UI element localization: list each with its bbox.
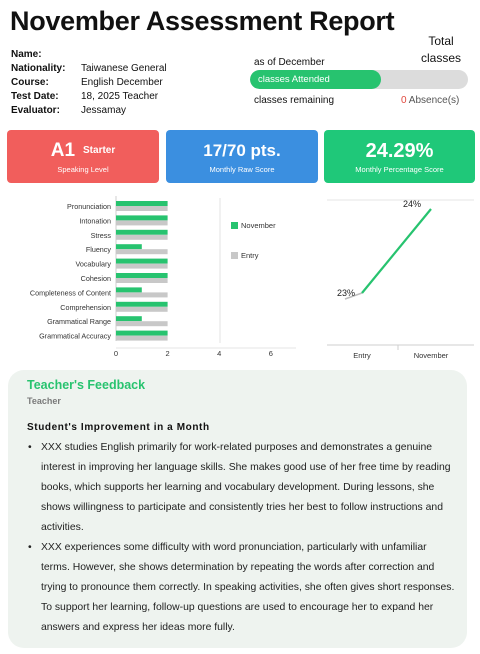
info-key: Test Date: [11,91,59,102]
line-x-tick-label: Entry [353,351,371,360]
info-row-name [11,48,191,62]
bar-entry [116,264,168,269]
legend-swatch-entry [231,252,238,259]
info-key: Course: [11,77,49,88]
bar-category-label: Pronunciation [67,202,111,211]
line-series [362,209,431,293]
bar-entry [116,321,168,326]
report-title: November Assessment Report [10,6,395,36]
percentage-score-value: 24.29% [365,140,434,162]
percentage-score-card [324,130,475,183]
info-row-evaluator [11,104,191,118]
info-row-course [11,76,191,90]
bar-x-tick-label: 4 [217,349,222,358]
info-row-nationality [11,62,191,76]
legend-swatch-november [231,222,238,229]
line-data-label: 24% [402,199,421,209]
info-key: Nationality: [11,63,66,74]
student-info [11,48,191,118]
bar-november [116,331,168,336]
bar-november [116,302,168,307]
bar-entry [116,206,168,211]
info-value: Jessamay [81,105,127,116]
legend-label-entry: Entry [241,251,259,260]
bar-x-tick-label: 2 [165,349,170,358]
bar-category-label: Cohesion [80,274,111,283]
bar-entry [116,249,168,254]
bar-category-label: Stress [90,230,111,240]
bar-november [116,259,168,264]
bar-november [116,316,142,321]
info-value [81,48,191,62]
teacher-feedback-panel [8,370,467,648]
info-value: Taiwanese General [81,63,167,74]
absence-label: Absence(s) [408,95,460,106]
info-key: Name: [11,49,42,60]
absence-count [401,95,459,106]
bar-category-label: Grammatical Range [47,317,111,327]
bar-entry [116,278,168,283]
line-data-label: 23% [336,288,355,298]
bar-category-label: Intonation [79,216,111,226]
bar-category-label: Fluency [85,245,111,255]
info-key: Evaluator: [11,105,60,116]
raw-score-card [166,130,318,183]
raw-score-value: 17/70 pts. [203,141,281,160]
legend-label-november: November [241,221,276,230]
feedback-subtitle: Teacher [27,396,61,406]
bar-november [116,215,168,220]
level-code: A1 [50,140,76,161]
level-name: Starter [83,145,116,156]
feedback-item: • XXX experiences some difficulty with word pronunciation, particularly with unfamiliar terms. However, she shows determination by repeating the words after correction and trying to pronounce them correctly. In speaking activities, she often gives short responses. To support her learning, follow-up questions are used to encourage her to expand her answers and express her ideas more fully. [27,538,455,638]
classes-remaining-label: classes remaining [254,95,335,106]
bar-category-label: Completeness of Content [29,288,111,298]
bar-entry [116,292,168,297]
bar-category-label: Comprehension [60,302,111,312]
bar-entry [116,235,168,240]
bar-november [116,230,168,235]
bar-entry [116,307,168,312]
bar-november [116,201,168,206]
info-row-test-date [11,90,191,104]
feedback-list [27,438,455,638]
classes-attended-label: classes Attended [258,74,330,85]
bar-november [116,273,168,278]
raw-score-caption: Monthly Raw Score [209,165,275,174]
info-value: 18, 2025 Teacher [81,91,159,102]
info-value: English December [81,77,163,88]
bar-x-tick-label: 6 [268,349,273,358]
score-charts [0,193,480,365]
absence-number: 0 [401,95,407,106]
percentage-score-caption: Monthly Percentage Score [355,165,444,174]
speaking-level-card [7,130,159,183]
line-x-tick-label: November [413,351,449,360]
bar-category-label: Grammatical Accuracy [39,331,111,341]
feedback-item: • XXX studies English primarily for work-related purposes and demonstrates a genuine interest in improving her language skills. She makes good use of her free time by reading books, which supports her learning and vocabulary development. During lessons, she shows willingness to participate and consistently tries her best to follow instructions and activities. [27,438,455,538]
feedback-title: Teacher's Feedback [27,378,146,392]
bar-november [116,287,142,292]
as-of-label: as of December [254,57,325,68]
bar-november [116,244,142,249]
level-caption: Speaking Level [57,165,109,174]
bar-category-label: Vocabulary [75,259,111,269]
level-line [7,140,159,162]
total-classes-label: Total classes [420,34,461,65]
bar-x-tick-label: 0 [113,349,119,358]
attendance-progress-bar [250,70,468,89]
bar-entry [116,336,168,341]
feedback-heading: Student's Improvement in a Month [27,422,210,433]
bar-entry [116,220,168,225]
